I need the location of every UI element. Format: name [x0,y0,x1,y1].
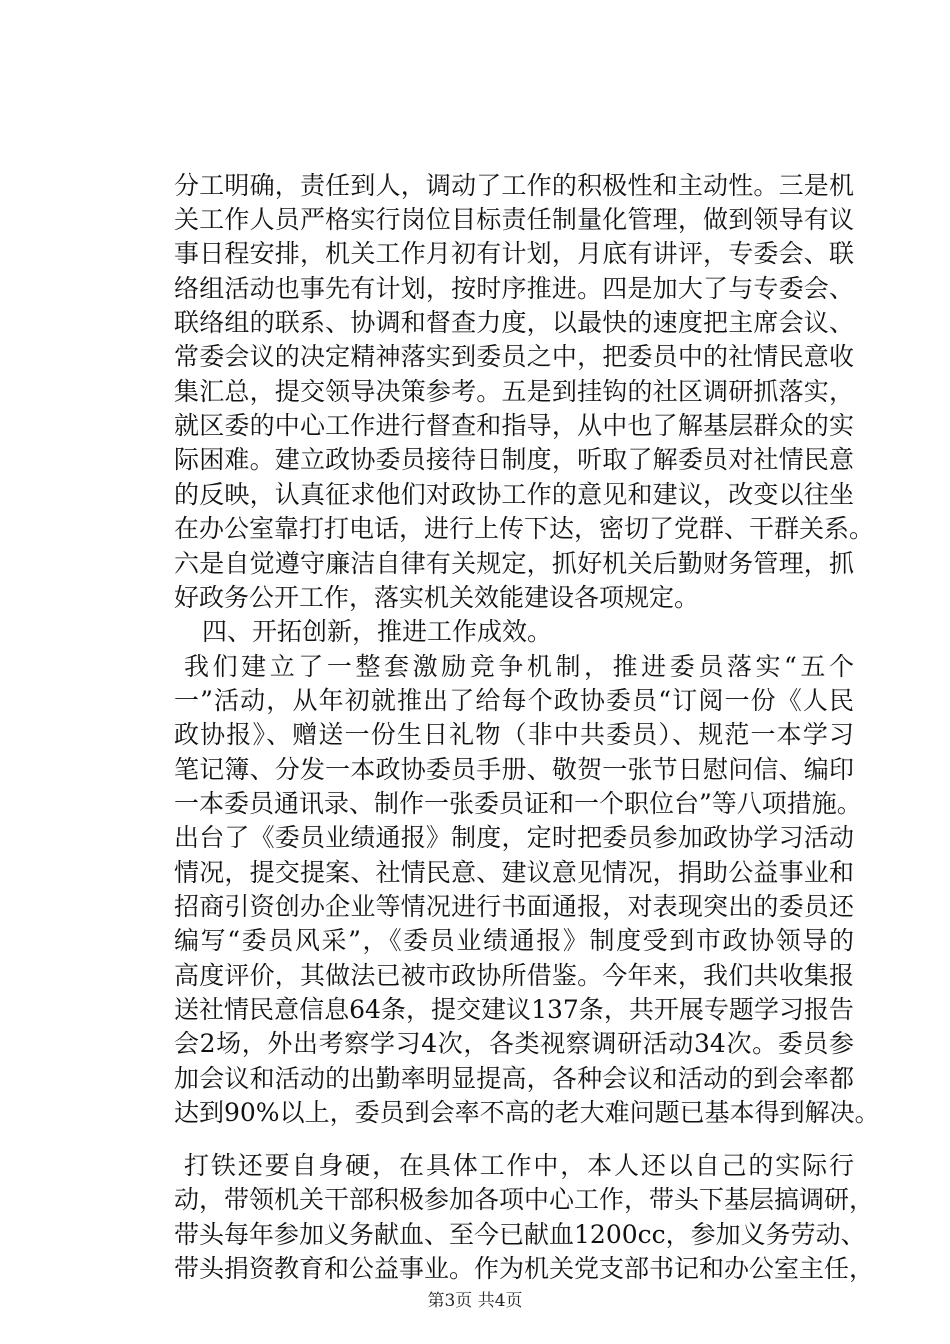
text-line: 招商引资创办企业等情况进行书面通报，对表现突出的委员还 [174,892,854,921]
section-heading: 四、开拓创新，推进工作成效。 [202,617,553,646]
text-line: 达到90%以上，委员到会率不高的老大难问题已基本得到解决。 [174,1098,880,1127]
text-line: 政协报》、赠送一份生日礼物（非中共委员）、规范一本学习 [174,720,854,749]
text-line: 高度评价，其做法已被市政协所借鉴。今年来，我们共收集报 [174,961,854,990]
text-line: 分工明确，责任到人，调动了工作的积极性和主动性。三是机 [174,171,854,200]
text-line: 编写“委员风采”，《委员业绩通报》制度受到市政协领导的 [174,926,854,955]
text-line: 集汇总，提交领导决策参考。五是到挂钩的社区调研抓落实， [174,377,854,406]
text-line: 在办公室靠打打电话，进行上传下达，密切了党群、干群关系。 [174,514,875,543]
text-line: 联络组的联系、协调和督查力度，以最快的速度把主席会议、 [174,308,854,337]
text-line: 一本委员通讯录、制作一张委员证和一个职位台”等八项措施。 [174,789,862,818]
text-line: 事日程安排，机关工作月初有计划，月底有讲评，专委会、联 [174,239,854,268]
text-line: 动，带领机关干部积极参加各项中心工作，带头下基层搞调研， [174,1185,875,1214]
text-line: 络组活动也事先有计划，按时序推进。四是加大了与专委会、 [174,274,854,303]
text-line: 情况，提交提案、社情民意、建议意见情况，捐助公益事业和 [174,858,854,887]
text-line: 带头每年参加义务献血、至今已献血1200cc，参加义务劳动、 [174,1220,866,1249]
text-line: 一”活动，从年初就推出了给每个政协委员“订阅一份《人民 [174,686,854,715]
text-line: 的反映，认真征求他们对政协工作的意见和建议，改变以往坐 [174,480,854,509]
text-line: 笔记簿、分发一本政协委员手册、敬贺一张节日慰问信、编印 [174,755,854,784]
text-line: 我们建立了一整套激励竞争机制，推进委员落实“五个 [184,652,854,681]
page-footer: 第3页 共4页 [427,1291,523,1311]
text-line: 带头捐资教育和公益事业。作为机关党支部书记和办公室主任， [174,1254,875,1283]
text-line: 送社情民意信息64条，提交建议137条，共开展专题学习报告 [174,995,854,1024]
text-line: 常委会议的决定精神落实到委员之中，把委员中的社情民意收 [174,342,854,371]
text-line: 加会议和活动的出勤率明显提高，各种会议和活动的到会率都 [174,1064,854,1093]
text-line: 关工作人员严格实行岗位目标责任制量化管理，做到领导有议 [174,205,854,234]
text-line: 会2场，外出考察学习4次，各类视察调研活动34次。委员参 [174,1029,854,1058]
text-line: 六是自觉遵守廉洁自律有关规定，抓好机关后勤财务管理，抓 [174,549,854,578]
text-line: 打铁还要自身硬，在具体工作中，本人还以自己的实际行 [184,1151,854,1180]
text-line: 好政务公开工作，落实机关效能建设各项规定。 [174,583,700,612]
text-line: 就区委的中心工作进行督查和指导，从中也了解基层群众的实 [174,411,854,440]
text-line: 际困难。建立政协委员接待日制度，听取了解委员对社情民意 [174,445,854,474]
text-line: 出台了《委员业绩通报》制度，定时把委员参加政协学习活动 [174,823,854,852]
